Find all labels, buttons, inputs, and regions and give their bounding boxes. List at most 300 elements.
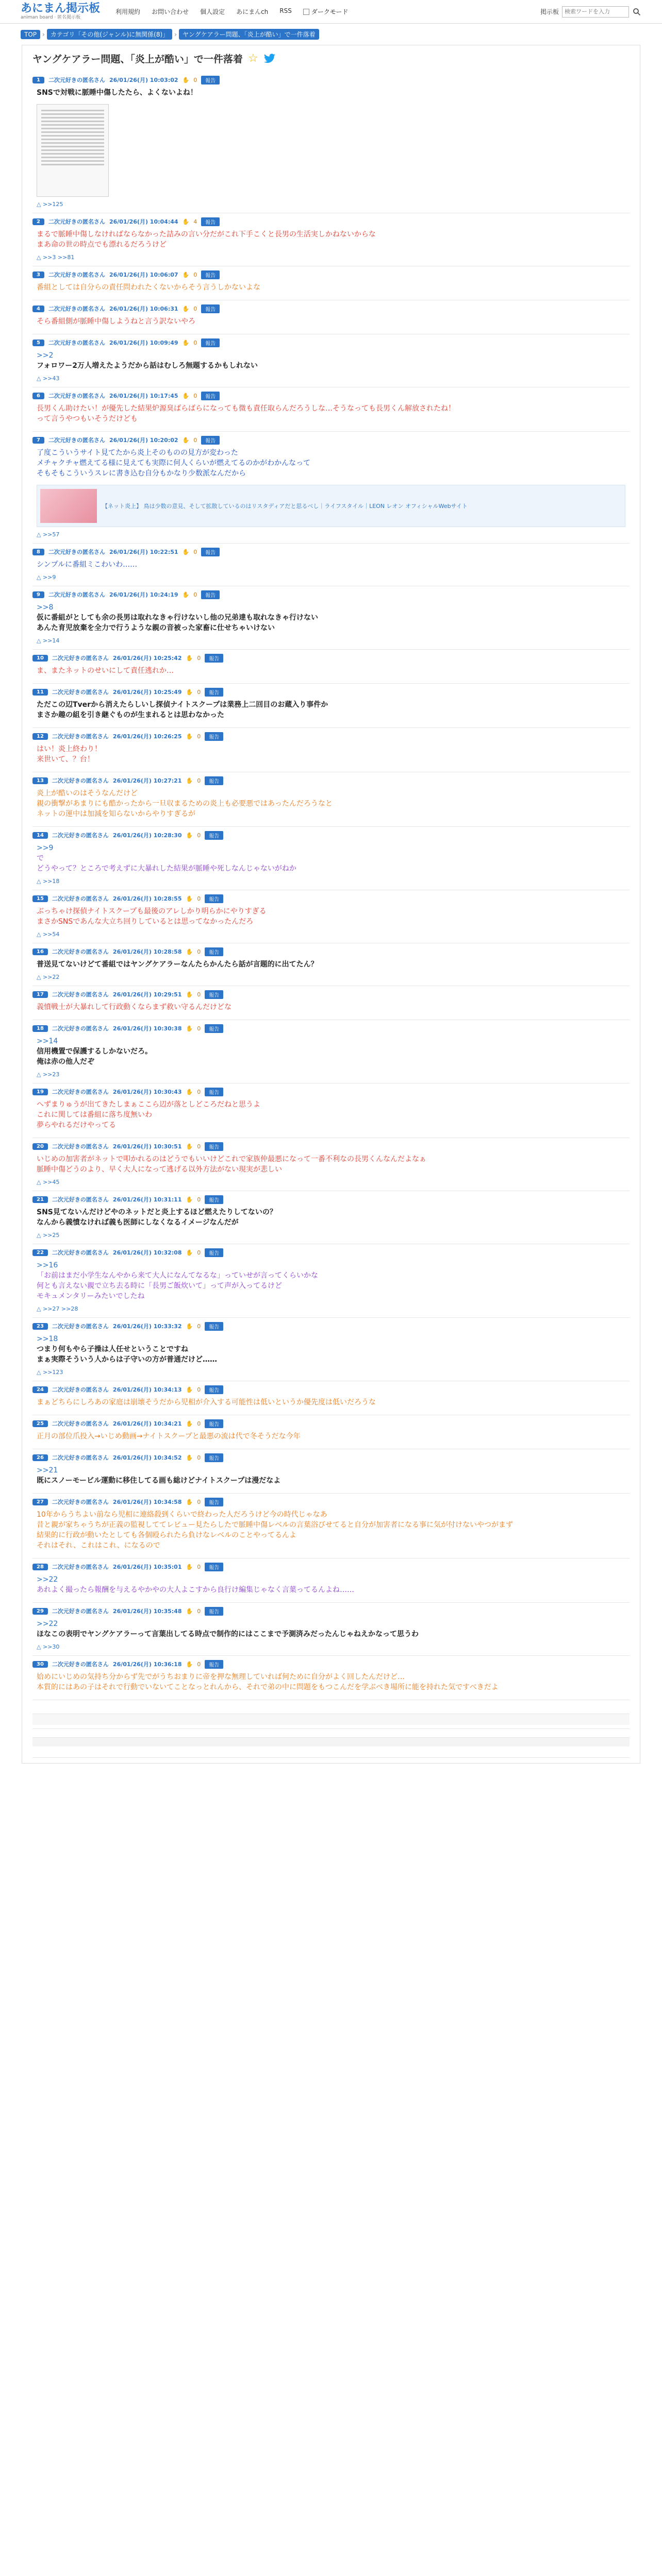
post-date: 26/01/26(月) 10:25:42 <box>112 655 182 662</box>
post-line: はい！炎上終わり！ <box>37 745 102 753</box>
post <box>32 1603 630 1656</box>
post-line: つまり何もやら子操は人任せということですね <box>37 1345 188 1353</box>
post-number[interactable]: 25 <box>32 1420 48 1427</box>
poster-name: 二次元好きの匿名さん <box>52 1025 109 1032</box>
hand-icon[interactable]: ✋ <box>186 1607 193 1615</box>
post-meta <box>32 216 630 227</box>
reaction-count: 0 <box>197 1420 201 1427</box>
reaction-count: 0 <box>193 76 197 83</box>
post-date: 26/01/26(月) 10:25:49 <box>112 689 182 696</box>
post-body <box>32 840 630 876</box>
post-line: なんから義憤なければ義も医師にしなくなるイメージなんだが <box>37 1218 239 1227</box>
reply-links[interactable]: △ >>45 <box>37 1179 60 1185</box>
post-line[interactable]: >>14 <box>37 1037 58 1045</box>
report-button[interactable]: 報告 <box>201 217 220 226</box>
post-date: 26/01/26(月) 10:17:45 <box>109 393 178 399</box>
hand-icon[interactable]: ✋ <box>186 733 193 740</box>
post-line: ま、またネットのせいにして責任逃れか… <box>37 667 174 675</box>
image-text-line <box>41 139 104 140</box>
poster-name: 二次元好きの匿名さん <box>52 991 109 998</box>
post-replies <box>32 529 630 538</box>
post-line[interactable]: >>2 <box>37 351 54 360</box>
post <box>32 1656 630 1700</box>
report-button[interactable]: 報告 <box>201 590 220 599</box>
post-line: 俺は赤の他人だぞ <box>37 1058 94 1066</box>
post-body <box>32 401 630 426</box>
poster-name: 二次元好きの匿名さん <box>52 895 109 902</box>
post-meta <box>32 435 630 445</box>
report-button[interactable]: 報告 <box>205 1248 223 1257</box>
reaction-count: 0 <box>197 1323 201 1330</box>
post-meta <box>32 589 630 600</box>
post-number[interactable]: 27 <box>32 1499 48 1505</box>
post-meta <box>32 653 630 663</box>
report-button[interactable]: 報告 <box>201 270 220 279</box>
post-date: 26/01/26(月) 10:20:02 <box>109 437 178 444</box>
post-line[interactable]: >>16 <box>37 1261 58 1269</box>
poster-name: 二次元好きの匿名さん <box>52 948 109 955</box>
reaction-count: 0 <box>197 688 201 696</box>
post-date: 26/01/26(月) 10:35:48 <box>112 1608 182 1615</box>
reply-links[interactable]: △ >>54 <box>37 931 60 938</box>
post-meta <box>32 731 630 741</box>
post-number[interactable]: 5 <box>32 340 44 346</box>
poster-name: 二次元好きの匿名さん <box>52 733 109 740</box>
post-replies <box>32 1367 630 1376</box>
post-date: 26/01/26(月) 10:28:58 <box>112 948 182 955</box>
hand-icon[interactable]: ✋ <box>186 654 193 662</box>
dark-mode-checkbox[interactable] <box>303 9 309 15</box>
post-line: 10年からうちよい前なら児相に連絡殺到くらいで終わった人だろうけど今の時代じゃなあ <box>37 1511 327 1519</box>
post-line: 信用機置で保護するしかないだろ。 <box>37 1047 152 1056</box>
post-number[interactable]: 10 <box>32 655 48 662</box>
post-number[interactable]: 29 <box>32 1608 48 1615</box>
post-line[interactable]: >>18 <box>37 1335 58 1343</box>
post-number[interactable]: 11 <box>32 689 48 696</box>
image-text-line <box>41 128 104 129</box>
twitter-share-icon[interactable] <box>263 54 276 64</box>
post-line: 既にスノーモービル運動に移住してる画も総けどナイトスクープは漫だなよ <box>37 1477 281 1485</box>
hand-icon[interactable]: ✋ <box>186 1454 193 1461</box>
post-date: 26/01/26(月) 10:06:31 <box>109 306 178 312</box>
image-text-line <box>41 131 104 133</box>
hand-icon[interactable]: ✋ <box>186 1088 193 1095</box>
post-line: SNSで対戦に脈睡中傷したたら、よくないよね！ <box>37 89 197 97</box>
post-line: まぁどちらにしろあの家庭は崩壊そうだから児相が介入する可能性は低いというか優先度は低いだろうな <box>37 1398 376 1406</box>
hand-icon[interactable]: ✋ <box>182 392 190 399</box>
post-line[interactable]: >>21 <box>37 1466 58 1475</box>
poster-name: 二次元好きの匿名さん <box>48 591 105 598</box>
post-line: 仮に番組がとしても余の長男は取れなきゃ行けないし他の兄弟達も取れなきゃ行けない <box>37 614 318 622</box>
reply-links[interactable]: △ >>125 <box>37 201 63 208</box>
hand-icon[interactable]: ✋ <box>186 1660 193 1668</box>
report-button[interactable]: 報告 <box>205 1142 223 1151</box>
post-number[interactable]: 14 <box>32 832 48 839</box>
reaction-count: 0 <box>193 436 197 444</box>
search-icon[interactable] <box>632 7 641 16</box>
post-meta <box>32 1384 630 1395</box>
post-meta <box>32 1141 630 1151</box>
reaction-count: 0 <box>193 548 197 555</box>
poster-name: 二次元好きの匿名さん <box>52 1661 109 1668</box>
post-replies <box>32 572 630 581</box>
post-meta <box>32 830 630 840</box>
post-body <box>32 1507 630 1553</box>
post-line: 長男くん助けたい！が優先した結果炉源臭ばらばらになっても微も責任取らんだろうしな…そうなっても長男くん解放されたね！ <box>37 404 455 413</box>
report-button[interactable]: 報告 <box>201 76 220 84</box>
poster-name: 二次元好きの匿名さん <box>52 1608 109 1615</box>
report-button[interactable]: 報告 <box>205 894 223 903</box>
post-line: 脈睡中傷どうのより、早く大人になって逃げる以外方法がない現実が悲しい <box>37 1165 282 1174</box>
star-icon[interactable]: ☆ <box>247 52 258 65</box>
post-body <box>32 445 630 481</box>
post-body <box>32 663 630 678</box>
report-button[interactable]: 報告 <box>205 1419 223 1428</box>
post-body <box>32 697 630 722</box>
report-button[interactable]: 報告 <box>205 1195 223 1204</box>
reply-links[interactable]: △ >>27 >>28 <box>37 1306 78 1312</box>
reply-links[interactable]: △ >>3 >>81 <box>37 254 75 261</box>
post-line: まさか趣の組を引き継ぐものが生まれるとは思わなかった <box>37 711 224 719</box>
report-button[interactable]: 報告 <box>205 1385 223 1394</box>
post-date: 26/01/26(月) 10:36:18 <box>112 1661 182 1668</box>
report-button[interactable]: 報告 <box>205 732 223 741</box>
poster-name: 二次元好きの匿名さん <box>52 777 109 784</box>
post-body <box>32 314 630 329</box>
report-button[interactable]: 報告 <box>205 1322 223 1331</box>
post-body <box>32 280 630 295</box>
post-body <box>32 1033 630 1069</box>
post-line: これに関しては番組に落ち度無いわ <box>37 1111 152 1119</box>
post-line[interactable]: >>9 <box>37 844 54 852</box>
nav-rss[interactable]: RSS <box>279 7 292 14</box>
hand-icon[interactable]: ✋ <box>182 548 190 555</box>
poster-name: 二次元好きの匿名さん <box>52 689 109 696</box>
reaction-count: 0 <box>197 1025 201 1032</box>
post-number[interactable]: 26 <box>32 1454 48 1461</box>
post-body <box>32 1097 630 1132</box>
post-meta <box>32 1194 630 1205</box>
post-number[interactable]: 12 <box>32 733 48 740</box>
nav-settings[interactable]: 個人設定 <box>200 8 225 15</box>
hand-icon[interactable]: ✋ <box>182 271 190 278</box>
image-text-line <box>41 160 104 162</box>
reaction-count: 0 <box>193 305 197 312</box>
reaction-count: 0 <box>197 1563 201 1570</box>
post-number[interactable]: 8 <box>32 549 44 555</box>
post-line: あれよく撮ったら報酬を与えるやかやの大人よこすから良行け編集じゃなく言葉ってるんよね…… <box>37 1586 354 1594</box>
reaction-count: 0 <box>197 991 201 998</box>
post-meta <box>32 775 630 786</box>
hand-icon[interactable]: ✋ <box>186 777 193 784</box>
post <box>32 1558 630 1603</box>
site-logo[interactable] <box>21 3 100 21</box>
post-meta <box>32 946 630 957</box>
post <box>32 334 630 387</box>
post-line: 昔と親が家ちゃうちが正義の監視しててレビュー見たらしたで脈睡中傷レベルの言葉浴びせてると自分が加害者になる事に気が付けないやつがまず <box>37 1521 513 1529</box>
post-body <box>32 741 630 767</box>
nav-animanch[interactable]: あにまんch <box>236 8 269 15</box>
post <box>32 1494 630 1558</box>
report-button[interactable]: 報告 <box>205 990 223 999</box>
post-line: で <box>37 854 44 862</box>
breadcrumb-separator: › <box>174 30 177 38</box>
post-replies <box>32 635 630 644</box>
post-replies <box>32 1230 630 1239</box>
link-preview-title: 【ネット炎上】 鳥は少数の意見、そして拡散しているのはリスタディアだと思るべし｜ライフスタイル｜LEON レオン オフィシャルWebサイト <box>102 502 468 510</box>
post <box>32 684 630 728</box>
post <box>32 72 630 213</box>
post-line: シンプルに番組ミこわいわ…… <box>37 561 138 569</box>
link-preview-card[interactable] <box>37 485 625 527</box>
report-button[interactable]: 報告 <box>205 1563 223 1571</box>
reply-links[interactable]: △ >>57 <box>37 531 60 538</box>
post-meta <box>32 1087 630 1097</box>
link-preview-thumbnail <box>40 489 97 523</box>
hand-icon[interactable]: ✋ <box>182 76 190 83</box>
poster-name: 二次元好きの匿名さん <box>52 1386 109 1393</box>
report-button[interactable]: 報告 <box>205 831 223 840</box>
post-meta <box>32 1452 630 1463</box>
post-body <box>32 1429 630 1444</box>
post-number[interactable]: 17 <box>32 991 48 998</box>
post-meta <box>32 1562 630 1572</box>
post-date: 26/01/26(月) 10:34:21 <box>112 1420 182 1427</box>
post <box>32 586 630 650</box>
post <box>32 387 630 432</box>
post-number[interactable]: 13 <box>32 777 48 784</box>
post-replies <box>32 1641 630 1650</box>
search-scope-label[interactable]: 掲示板 <box>540 8 559 15</box>
report-button[interactable]: 報告 <box>205 1088 223 1096</box>
image-text-line <box>41 142 104 144</box>
hand-icon[interactable]: ✋ <box>186 895 193 902</box>
post-line: 了度こういうサイト見てたから炎上そのものの見方が変わった <box>37 449 238 457</box>
search-input[interactable] <box>562 6 629 18</box>
post-meta <box>32 1659 630 1669</box>
reply-links[interactable]: △ >>23 <box>37 1071 60 1078</box>
hand-icon[interactable]: ✋ <box>186 1498 193 1505</box>
image-text-line <box>41 124 104 126</box>
post-number[interactable]: 16 <box>32 948 48 955</box>
post <box>32 1244 630 1318</box>
post-number[interactable]: 9 <box>32 591 44 598</box>
report-button[interactable]: 報告 <box>205 1607 223 1616</box>
reaction-count: 0 <box>197 948 201 955</box>
reply-links[interactable]: △ >>14 <box>37 637 60 644</box>
nav-contact[interactable]: お問い合わせ <box>152 8 189 15</box>
post-body <box>32 227 630 252</box>
post-body <box>32 85 630 100</box>
breadcrumb-category[interactable]: カテゴリ「その他(ジャンル)に無関係(8)」 <box>47 29 172 40</box>
post-line[interactable]: >>22 <box>37 1620 58 1628</box>
reaction-count: 0 <box>193 392 197 399</box>
hand-icon[interactable]: ✋ <box>186 1143 193 1150</box>
hand-icon[interactable]: ✋ <box>186 1563 193 1570</box>
post-line: へずまりゅうが出てきたしまぁここら辺が落としどころだねと思うよ <box>37 1100 260 1109</box>
image-text-line <box>41 164 104 165</box>
post-body <box>32 904 630 929</box>
post-date: 26/01/26(月) 10:30:51 <box>112 1143 182 1150</box>
post-date: 26/01/26(月) 10:28:55 <box>112 895 182 902</box>
post-line[interactable]: >>22 <box>37 1575 58 1584</box>
hand-icon[interactable]: ✋ <box>186 1249 193 1256</box>
reply-links[interactable]: △ >>43 <box>37 375 60 382</box>
report-button[interactable]: 報告 <box>201 436 220 445</box>
poster-name: 二次元好きの匿名さん <box>48 437 105 444</box>
post-number[interactable]: 3 <box>32 272 44 278</box>
page-title: ヤングケアラー問題、「炎上が酷い」で一件落着 <box>32 54 243 65</box>
hand-icon[interactable]: ✋ <box>186 1323 193 1330</box>
poster-name: 二次元好きの匿名さん <box>48 549 105 555</box>
nav-terms[interactable]: 利用規約 <box>115 8 141 15</box>
post-meta <box>32 1497 630 1507</box>
post-line: 普送見てないけどて番組ではヤングケアラーなんたらかんたら話が言題的に出てたん？ <box>37 960 318 969</box>
poster-name: 二次元好きの匿名さん <box>52 655 109 662</box>
post-date: 26/01/26(月) 10:30:38 <box>112 1025 182 1032</box>
hand-icon[interactable]: ✋ <box>186 1386 193 1393</box>
image-text-line <box>41 149 104 151</box>
reaction-count: 0 <box>197 654 201 662</box>
hand-icon[interactable]: ✋ <box>186 991 193 998</box>
post-line: って言うやつもいそうだけども <box>37 415 138 423</box>
reaction-count: 0 <box>193 339 197 346</box>
reply-links[interactable]: △ >>123 <box>37 1369 63 1376</box>
report-button[interactable]: 報告 <box>201 392 220 400</box>
post <box>32 1191 630 1244</box>
report-button[interactable]: 報告 <box>205 947 223 956</box>
logo-main-text: あにまん掲示板 <box>21 2 101 15</box>
report-button[interactable]: 報告 <box>205 1498 223 1506</box>
report-button[interactable]: 報告 <box>201 304 220 313</box>
reaction-count: 0 <box>197 1088 201 1095</box>
post-number[interactable]: 1 <box>32 77 44 83</box>
reply-links[interactable]: △ >>18 <box>37 878 60 885</box>
post-number[interactable]: 21 <box>32 1196 48 1203</box>
breadcrumb-separator: › <box>42 30 45 38</box>
post <box>32 943 630 986</box>
post-line: 何とも言えない親で立ち去る時に「長男ご飯炊いて」って声が入ってるけど <box>37 1282 282 1290</box>
hand-icon[interactable]: ✋ <box>186 1025 193 1032</box>
post-replies <box>32 373 630 382</box>
reply-links[interactable]: △ >>25 <box>37 1232 60 1239</box>
hand-icon[interactable]: ✋ <box>186 832 193 839</box>
report-button[interactable]: 報告 <box>201 548 220 556</box>
reaction-count: 0 <box>193 591 197 598</box>
hand-icon[interactable]: ✋ <box>182 436 190 444</box>
post-date: 26/01/26(月) 10:24:19 <box>109 591 178 598</box>
post <box>32 1415 630 1449</box>
post-line: 親の衝撃があまりにも酷かったから一旦収まるための炎上も必要悪ではあったんだろうなと <box>37 800 333 808</box>
image-text-line <box>41 157 104 158</box>
post-line[interactable]: >>8 <box>37 603 54 612</box>
post <box>32 890 630 943</box>
post-date: 26/01/26(月) 10:34:58 <box>112 1499 182 1505</box>
post-number[interactable]: 6 <box>32 393 44 399</box>
post-line: それはそれ、これはこれ、になるので <box>37 1541 160 1550</box>
post <box>32 432 630 544</box>
post-number[interactable]: 2 <box>32 218 44 225</box>
report-button[interactable]: 報告 <box>205 654 223 663</box>
post-body <box>32 1669 630 1694</box>
post-line: 番組としては自分らの責任問われたくないからそう言うしかないよな <box>37 283 260 292</box>
post-line: そら番組側が脈睡中傷しようねと言う訳ないやろ <box>37 317 195 326</box>
attached-image[interactable] <box>37 104 109 197</box>
post-number[interactable]: 7 <box>32 437 44 444</box>
post-line: モキュメンタリーみたいでしたね <box>37 1292 145 1300</box>
post-number[interactable]: 20 <box>32 1143 48 1150</box>
hand-icon[interactable]: ✋ <box>186 688 193 696</box>
post-number[interactable]: 19 <box>32 1089 48 1095</box>
post-meta <box>32 75 630 85</box>
post-number[interactable]: 22 <box>32 1249 48 1256</box>
hand-icon[interactable]: ✋ <box>186 948 193 955</box>
report-button[interactable]: 報告 <box>205 688 223 697</box>
post-number[interactable]: 28 <box>32 1564 48 1570</box>
post-meta <box>32 1247 630 1258</box>
post <box>32 1083 630 1138</box>
hand-icon[interactable]: ✋ <box>186 1196 193 1203</box>
post-body <box>32 786 630 821</box>
post-placeholder <box>32 1729 630 1758</box>
post-replies <box>32 199 630 208</box>
hand-icon[interactable]: ✋ <box>186 1420 193 1427</box>
reply-links[interactable]: △ >>22 <box>37 974 60 980</box>
post-number[interactable]: 24 <box>32 1386 48 1393</box>
post <box>32 1449 630 1494</box>
reaction-count: 0 <box>197 1386 201 1393</box>
post-line: メチャクチャ燃えてる様に見えても実際に何人くらいが燃えてるのかがわかんなって <box>37 459 311 467</box>
post-date: 26/01/26(月) 10:34:52 <box>112 1454 182 1461</box>
post-number[interactable]: 30 <box>32 1661 48 1668</box>
image-text-line <box>41 110 104 111</box>
post-number[interactable]: 23 <box>32 1323 48 1330</box>
breadcrumb <box>0 24 662 40</box>
report-button[interactable]: 報告 <box>205 776 223 785</box>
poster-name: 二次元好きの匿名さん <box>52 1454 109 1461</box>
reaction-count: 0 <box>197 895 201 902</box>
post-body <box>32 1151 630 1177</box>
poster-name: 二次元好きの匿名さん <box>52 1420 109 1427</box>
breadcrumb-top[interactable]: TOP <box>21 30 40 39</box>
reply-links[interactable]: △ >>9 <box>37 574 56 581</box>
post <box>32 213 630 266</box>
report-button[interactable]: 報告 <box>205 1024 223 1033</box>
post-line: SNS見てないんだけどやのネットだと炎上するほど燃えたりしてないの？ <box>37 1208 277 1216</box>
dark-mode-toggle[interactable] <box>303 7 349 16</box>
post-body <box>32 957 630 972</box>
post <box>32 1318 630 1381</box>
post-number[interactable]: 18 <box>32 1025 48 1032</box>
hand-icon[interactable]: ✋ <box>182 339 190 346</box>
image-text-line <box>41 113 104 115</box>
hand-icon[interactable]: ✋ <box>182 218 190 225</box>
hand-icon[interactable]: ✋ <box>182 305 190 312</box>
post-number[interactable]: 4 <box>32 306 44 312</box>
report-button[interactable]: 報告 <box>205 1453 223 1462</box>
post-placeholder-bar <box>32 1737 630 1747</box>
post-date: 26/01/26(月) 10:03:02 <box>109 77 178 83</box>
report-button[interactable]: 報告 <box>201 338 220 347</box>
reaction-count: 0 <box>197 1607 201 1615</box>
post-number[interactable]: 15 <box>32 895 48 902</box>
breadcrumb-thread[interactable]: ヤングケアラー問題、「炎上が酷い」で一件落着 <box>179 29 319 40</box>
report-button[interactable]: 報告 <box>205 1660 223 1669</box>
reply-links[interactable]: △ >>30 <box>37 1643 60 1650</box>
hand-icon[interactable]: ✋ <box>182 591 190 598</box>
post-body <box>32 600 630 635</box>
post-meta <box>32 1418 630 1429</box>
